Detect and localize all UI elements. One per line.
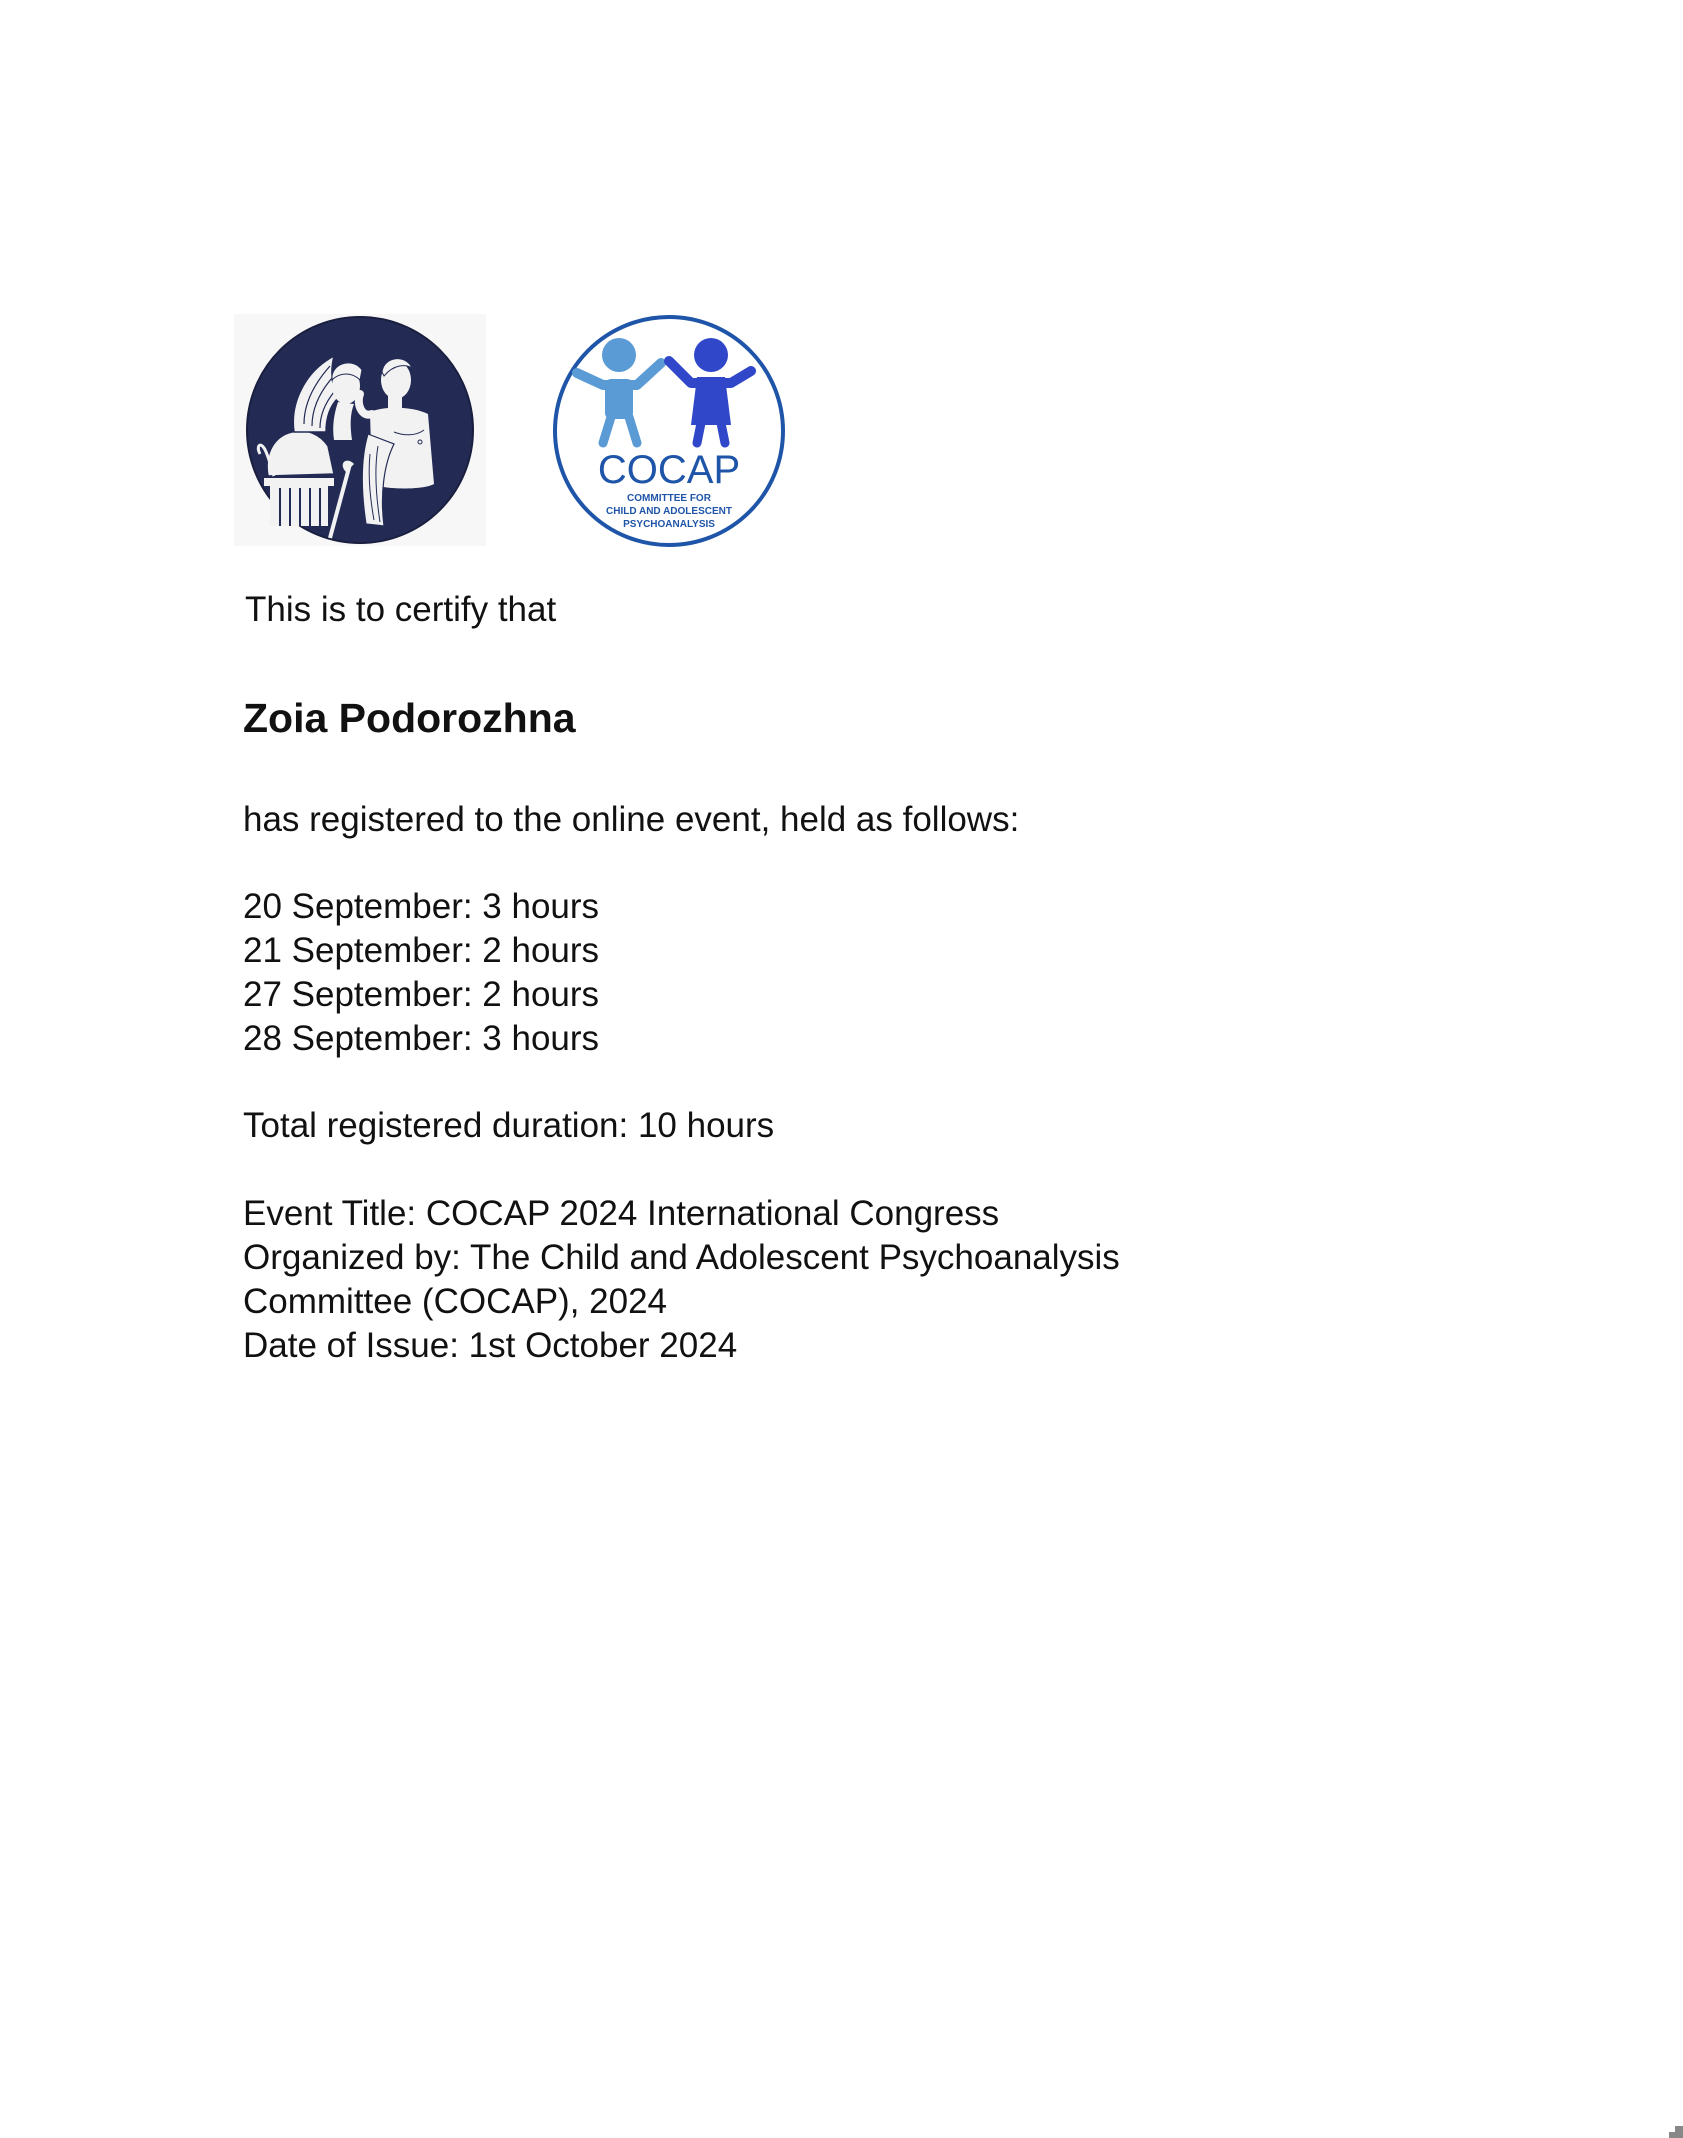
children-figures-icon bbox=[551, 313, 787, 549]
ipa-logo bbox=[234, 314, 486, 546]
event-title: Event Title: COCAP 2024 International Congress bbox=[243, 1194, 1000, 1233]
cocap-logo-line1: COMMITTEE FOR bbox=[627, 493, 711, 504]
recipient-name: Zoia Podorozhna bbox=[243, 695, 576, 741]
cocap-logo-name: COCAP bbox=[597, 448, 741, 492]
total-duration: Total registered duration: 10 hours bbox=[243, 1106, 775, 1145]
cocap-logo-line2: CHILD AND ADOLESCENT bbox=[606, 506, 732, 517]
event-organizer-continued: Committee (COCAP), 2024 bbox=[243, 1282, 668, 1321]
registration-statement: has registered to the online event, held as follows: bbox=[243, 800, 1020, 839]
cocap-logo-line3: PSYCHOANALYSIS bbox=[623, 519, 715, 530]
issue-date: Date of Issue: 1st October 2024 bbox=[243, 1326, 738, 1365]
session-list bbox=[243, 885, 599, 1061]
sphinx-oedipus-emblem-icon bbox=[234, 314, 486, 546]
session-item: 28 September: 3 hours bbox=[243, 1019, 600, 1058]
event-organizer: Organized by: The Child and Adolescent Psychoanalysis bbox=[243, 1238, 1120, 1277]
session-item: 21 September: 2 hours bbox=[243, 931, 600, 970]
event-details bbox=[243, 1192, 1120, 1368]
session-item: 20 September: 3 hours bbox=[243, 887, 600, 926]
certify-intro: This is to certify that bbox=[245, 590, 557, 629]
cocap-logo bbox=[551, 313, 787, 549]
page-corner-mark bbox=[1669, 2126, 1683, 2138]
session-item: 27 September: 2 hours bbox=[243, 975, 600, 1014]
